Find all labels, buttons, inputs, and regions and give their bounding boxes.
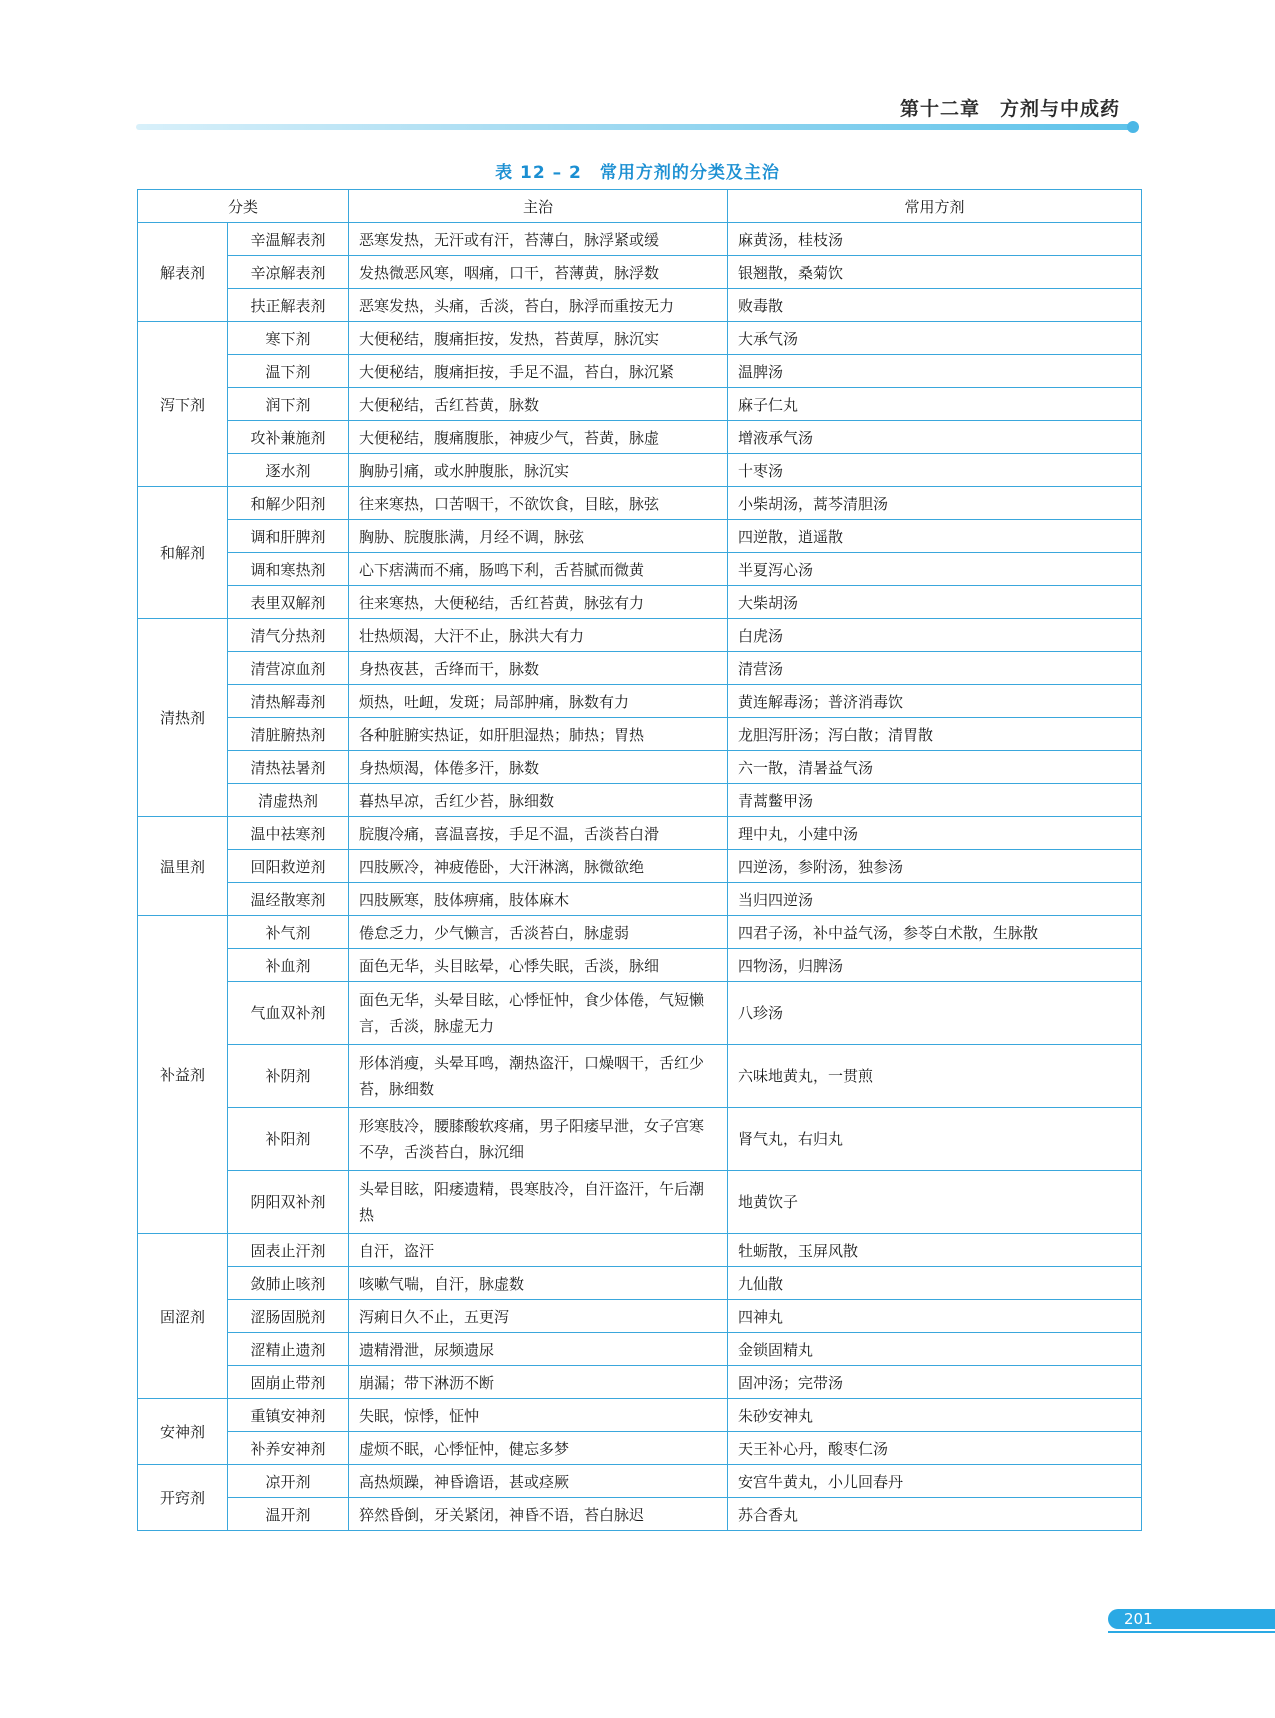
indication-cell: 身热烦渴，体倦多汗，脉数 [349,751,728,784]
indication-cell: 大便秘结，腹痛腹胀，神疲少气，苔黄，脉虚 [349,421,728,454]
formulas-cell: 十枣汤 [728,454,1142,487]
subcategory-cell: 调和寒热剂 [228,553,349,586]
subcategory-cell: 调和肝脾剂 [228,520,349,553]
subcategory-cell: 固崩止带剂 [228,1366,349,1399]
table-row [138,784,1142,817]
indication-cell: 四肢厥冷，神疲倦卧，大汗淋漓，脉微欲绝 [349,850,728,883]
table-row [138,520,1142,553]
table-row [138,1300,1142,1333]
formulas-cell: 金锁固精丸 [728,1333,1142,1366]
indication-cell: 往来寒热，口苦咽干，不欲饮食，目眩，脉弦 [349,487,728,520]
table-row [138,256,1142,289]
indication-cell: 自汗，盗汗 [349,1234,728,1267]
subcategory-cell: 温中祛寒剂 [228,817,349,850]
formulas-cell: 银翘散，桑菊饮 [728,256,1142,289]
formulas-cell: 苏合香丸 [728,1498,1142,1531]
formulas-cell: 四逆汤，参附汤，独参汤 [728,850,1142,883]
table-header-row [138,190,1142,223]
indication-cell: 咳嗽气喘，自汗，脉虚数 [349,1267,728,1300]
formulas-cell: 麻子仁丸 [728,388,1142,421]
category-group-cell: 和解剂 [138,487,228,619]
subcategory-cell: 辛凉解表剂 [228,256,349,289]
indication-cell: 遗精滑泄，尿频遗尿 [349,1333,728,1366]
indication-cell: 发热微恶风寒，咽痛，口干，苔薄黄，脉浮数 [349,256,728,289]
indication-cell: 身热夜甚，舌绛而干，脉数 [349,652,728,685]
subcategory-cell: 固表止汗剂 [228,1234,349,1267]
formulas-cell: 大柴胡汤 [728,586,1142,619]
subcategory-cell: 凉开剂 [228,1465,349,1498]
formulas-cell: 温脾汤 [728,355,1142,388]
indication-cell: 大便秘结，腹痛拒按，手足不温，苔白，脉沉紧 [349,355,728,388]
table-row [138,1333,1142,1366]
column-header-indication: 主治 [349,190,728,223]
category-group-cell: 泻下剂 [138,322,228,487]
subcategory-cell: 敛肺止咳剂 [228,1267,349,1300]
table-row [138,1045,1142,1108]
indication-cell: 形体消瘦，头晕耳鸣，潮热盗汗，口燥咽干，舌红少苔，脉细数 [349,1045,728,1108]
indication-cell: 心下痞满而不痛，肠鸣下利，舌苔腻而微黄 [349,553,728,586]
header-rule [136,124,1132,130]
formulas-cell: 天王补心丹，酸枣仁汤 [728,1432,1142,1465]
subcategory-cell: 逐水剂 [228,454,349,487]
indication-cell: 倦怠乏力，少气懒言，舌淡苔白，脉虚弱 [349,916,728,949]
subcategory-cell: 清营凉血剂 [228,652,349,685]
category-group-cell: 安神剂 [138,1399,228,1465]
category-group-cell: 开窍剂 [138,1465,228,1531]
table-row [138,553,1142,586]
table-row [138,982,1142,1045]
table-row [138,1465,1142,1498]
indication-cell: 暮热早凉，舌红少苔，脉细数 [349,784,728,817]
page-number: 201 [1124,1610,1153,1628]
formulas-cell: 四君子汤，补中益气汤，参苓白术散，生脉散 [728,916,1142,949]
subcategory-cell: 补养安神剂 [228,1432,349,1465]
indication-cell: 猝然昏倒，牙关紧闭，神昏不语，苔白脉迟 [349,1498,728,1531]
subcategory-cell: 攻补兼施剂 [228,421,349,454]
subcategory-cell: 表里双解剂 [228,586,349,619]
table-caption: 表 12 – 2 常用方剂的分类及主治 [495,163,780,183]
table-row [138,1366,1142,1399]
table-row [138,619,1142,652]
indication-cell: 烦热，吐衄，发斑；局部肿痛，脉数有力 [349,685,728,718]
formulas-cell: 白虎汤 [728,619,1142,652]
subcategory-cell: 补阳剂 [228,1108,349,1171]
formulas-cell: 肾气丸，右归丸 [728,1108,1142,1171]
category-group-cell: 解表剂 [138,223,228,322]
table-row [138,487,1142,520]
subcategory-cell: 清气分热剂 [228,619,349,652]
indication-cell: 恶寒发热，无汗或有汗，苔薄白，脉浮紧或缓 [349,223,728,256]
table-row [138,883,1142,916]
subcategory-cell: 回阳救逆剂 [228,850,349,883]
prescription-table [137,189,1142,1531]
formulas-cell: 麻黄汤，桂枝汤 [728,223,1142,256]
subcategory-cell: 润下剂 [228,388,349,421]
subcategory-cell: 辛温解表剂 [228,223,349,256]
table-row [138,586,1142,619]
category-group-cell: 固涩剂 [138,1234,228,1399]
table-row [138,751,1142,784]
table-row [138,1234,1142,1267]
subcategory-cell: 清脏腑热剂 [228,718,349,751]
formulas-cell: 当归四逆汤 [728,883,1142,916]
formulas-cell: 增液承气汤 [728,421,1142,454]
column-header-category: 分类 [138,190,349,223]
category-group-cell: 清热剂 [138,619,228,817]
column-header-formulas: 常用方剂 [728,190,1142,223]
formulas-cell: 清营汤 [728,652,1142,685]
table-row [138,685,1142,718]
category-group-cell: 补益剂 [138,916,228,1234]
table-row [138,718,1142,751]
formulas-cell: 青蒿鳖甲汤 [728,784,1142,817]
formulas-cell: 理中丸，小建中汤 [728,817,1142,850]
table-row [138,1108,1142,1171]
subcategory-cell: 补血剂 [228,949,349,982]
subcategory-cell: 温经散寒剂 [228,883,349,916]
indication-cell: 脘腹冷痛，喜温喜按，手足不温，舌淡苔白滑 [349,817,728,850]
table-row [138,1432,1142,1465]
formulas-cell: 四逆散，逍遥散 [728,520,1142,553]
subcategory-cell: 涩肠固脱剂 [228,1300,349,1333]
indication-cell: 胸胁、脘腹胀满，月经不调，脉弦 [349,520,728,553]
subcategory-cell: 涩精止遗剂 [228,1333,349,1366]
indication-cell: 四肢厥寒，肢体痹痛，肢体麻木 [349,883,728,916]
indication-cell: 虚烦不眠，心悸怔忡，健忘多梦 [349,1432,728,1465]
indication-cell: 面色无华，头目眩晕，心悸失眠，舌淡，脉细 [349,949,728,982]
subcategory-cell: 和解少阳剂 [228,487,349,520]
table-row [138,817,1142,850]
formulas-cell: 牡蛎散，玉屏风散 [728,1234,1142,1267]
table-row [138,421,1142,454]
table-row [138,1171,1142,1234]
table-row [138,916,1142,949]
indication-cell: 大便秘结，舌红苔黄，脉数 [349,388,728,421]
formulas-cell: 安宫牛黄丸，小儿回春丹 [728,1465,1142,1498]
formulas-cell: 地黄饮子 [728,1171,1142,1234]
formulas-cell: 黄连解毒汤；普济消毒饮 [728,685,1142,718]
indication-cell: 大便秘结，腹痛拒按，发热，苔黄厚，脉沉实 [349,322,728,355]
subcategory-cell: 寒下剂 [228,322,349,355]
formulas-cell: 龙胆泻肝汤；泻白散；清胃散 [728,718,1142,751]
subcategory-cell: 气血双补剂 [228,982,349,1045]
chapter-title: 第十二章 方剂与中成药 [899,98,1120,120]
page-number-rule [1108,1631,1275,1633]
indication-cell: 头晕目眩，阳痿遗精，畏寒肢冷，自汗盗汗，午后潮热 [349,1171,728,1234]
subcategory-cell: 清热祛暑剂 [228,751,349,784]
formulas-cell: 小柴胡汤，蒿芩清胆汤 [728,487,1142,520]
subcategory-cell: 清热解毒剂 [228,685,349,718]
category-group-cell: 温里剂 [138,817,228,916]
table-body [138,223,1142,1531]
table-row [138,223,1142,256]
indication-cell: 往来寒热，大便秘结，舌红苔黄，脉弦有力 [349,586,728,619]
table-row [138,652,1142,685]
subcategory-cell: 扶正解表剂 [228,289,349,322]
indication-cell: 失眠，惊悸，怔忡 [349,1399,728,1432]
formulas-cell: 八珍汤 [728,982,1142,1045]
formulas-cell: 四物汤，归脾汤 [728,949,1142,982]
table-row [138,949,1142,982]
formulas-cell: 九仙散 [728,1267,1142,1300]
indication-cell: 面色无华，头晕目眩，心悸怔忡，食少体倦，气短懒言，舌淡，脉虚无力 [349,982,728,1045]
formulas-cell: 六一散，清暑益气汤 [728,751,1142,784]
subcategory-cell: 补气剂 [228,916,349,949]
indication-cell: 各种脏腑实热证，如肝胆湿热；肺热；胃热 [349,718,728,751]
table-row [138,1399,1142,1432]
formulas-cell: 半夏泻心汤 [728,553,1142,586]
indication-cell: 胸胁引痛，或水肿腹胀，脉沉实 [349,454,728,487]
header-dot [1127,121,1139,133]
subcategory-cell: 清虚热剂 [228,784,349,817]
subcategory-cell: 补阴剂 [228,1045,349,1108]
table-row [138,1498,1142,1531]
formulas-cell: 固冲汤；完带汤 [728,1366,1142,1399]
table-row [138,388,1142,421]
formulas-cell: 六味地黄丸，一贯煎 [728,1045,1142,1108]
table-row [138,454,1142,487]
table-row [138,322,1142,355]
subcategory-cell: 阴阳双补剂 [228,1171,349,1234]
table-row [138,1267,1142,1300]
indication-cell: 恶寒发热，头痛，舌淡，苔白，脉浮而重按无力 [349,289,728,322]
subcategory-cell: 温下剂 [228,355,349,388]
table-row [138,289,1142,322]
formulas-cell: 败毒散 [728,289,1142,322]
formulas-cell: 大承气汤 [728,322,1142,355]
formulas-cell: 四神丸 [728,1300,1142,1333]
formulas-cell: 朱砂安神丸 [728,1399,1142,1432]
table-row [138,850,1142,883]
subcategory-cell: 重镇安神剂 [228,1399,349,1432]
indication-cell: 壮热烦渴，大汗不止，脉洪大有力 [349,619,728,652]
indication-cell: 形寒肢冷，腰膝酸软疼痛，男子阳痿早泄，女子宫寒不孕，舌淡苔白，脉沉细 [349,1108,728,1171]
indication-cell: 泻痢日久不止，五更泻 [349,1300,728,1333]
subcategory-cell: 温开剂 [228,1498,349,1531]
indication-cell: 高热烦躁，神昏谵语，甚或痉厥 [349,1465,728,1498]
table-row [138,355,1142,388]
indication-cell: 崩漏；带下淋沥不断 [349,1366,728,1399]
